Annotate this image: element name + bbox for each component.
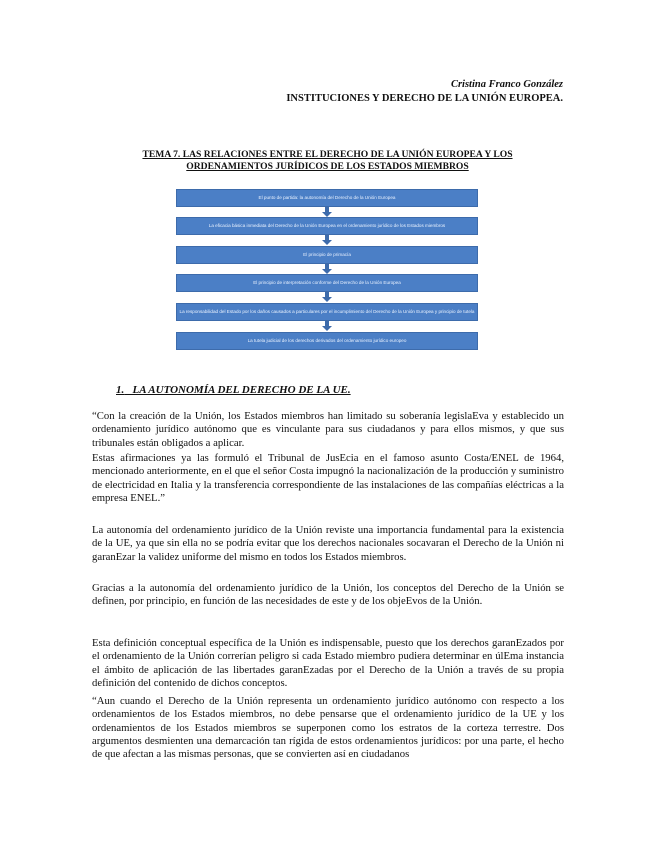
- down-arrow-icon: [322, 207, 332, 217]
- paragraph: “Con la creación de la Unión, los Estados miembros han limitado su soberanía legislaEva y establecido un ordenamiento jurídico autónomo que es vinculante para sus ciudadanos y para ellos mismos, y que sus tribunales están obligados a aplicar.: [92, 410, 564, 449]
- section-title: LA AUTONOMÍA DEL DERECHO DE LA UE.: [132, 384, 351, 396]
- down-arrow-icon: [322, 264, 332, 274]
- down-arrow-icon: [322, 321, 332, 331]
- flow-step-4: El principio de interpretación conforme del Derecho de la Unión Europea: [176, 274, 478, 292]
- paragraph: La autonomía del ordenamiento jurídico de la Unión reviste una importancia fundamental para la existencia de la UE, ya que sin ella no se podría evitar que los derechos nacionales socavaran el Derecho de la Unión ni garanEzar la validez uniforme del mismo en todos los Estados miembros.: [92, 524, 564, 563]
- flow-step-2: La eficacia básica inmediata del Derecho de la Unión Europea en el ordenamiento jurídico de los Estados miembros: [176, 217, 478, 235]
- topic-title-line-2: ORDENAMIENTOS JURÍDICOS DE LOS ESTADOS MIEMBROS: [186, 161, 469, 172]
- flow-step-6: La tutela judicial de los derechos derivados del ordenamiento jurídico europeo: [176, 332, 478, 350]
- paragraph: Esta definición conceptual específica de la Unión es indispensable, puesto que los derechos garanEzados por el ordenamiento de la Unión correrían peligro si cada Estado miembro pudiera determinar en úlEma instancia el ámbito de aplicación de las libertades garanEzadas por el Derecho de la Unión a través de su propia definición del contenido de dichos conceptos.: [92, 637, 564, 689]
- paragraph: Gracias a la autonomía del ordenamiento jurídico de la Unión, los conceptos del Derecho de la Unión se definen, por principio, en función de las necesidades de este y de los objeEvos de la Unión.: [92, 582, 564, 608]
- paragraph: Estas afirmaciones ya las formuló el Tribunal de JusEcia en el famoso asunto Costa/ENEL de 1964, mencionado anteriormente, en el que el señor Costa impugnó la nacionalización de la producción y suministro de electricidad en Italia y la transferencia correspondiente de las instalaciones de las compañías eléctricas a la empresa ENEL.”: [92, 452, 564, 504]
- flow-step-1: El punto de partida: la autonomía del Derecho de la Unión Europea: [176, 189, 478, 207]
- author-name: Cristina Franco González: [450, 79, 563, 90]
- flow-step-5: La responsabilidad del Estado por los daños causados a particulares por el incumplimiento del Derecho de la Unión Europea y principio de tutela: [176, 303, 478, 321]
- flow-step-3: El principio de primacía: [176, 246, 478, 264]
- section-heading: [116, 384, 351, 396]
- topic-title: [92, 149, 563, 173]
- topic-title-line-1: TEMA 7. LAS RELACIONES ENTRE EL DERECHO DE LA UNIÓN EUROPEA Y LOS: [142, 149, 513, 160]
- flow-diagram: [176, 189, 478, 351]
- down-arrow-icon: [322, 235, 332, 245]
- paragraph: “Aun cuando el Derecho de la Unión representa un ordenamiento jurídico autónomo con respecto a los ordenamientos de los Estados miembros, no debe pensarse que el ordenamiento jurídico de la UE y los ordenamientos de los Estados miembros se superponen como los estratos de la corteza terrestre. Dos argumentos desmienten una demarcación tan rígida de estos ordenamientos jurídicos: por una parte, el hecho de que afectan a las mismas personas, que se convierten así en ciudadanos: [92, 695, 564, 761]
- course-title: INSTITUCIONES Y DERECHO DE LA UNIÓN EUROPEA.: [286, 93, 563, 104]
- section-number: 1.: [116, 384, 125, 396]
- down-arrow-icon: [322, 292, 332, 302]
